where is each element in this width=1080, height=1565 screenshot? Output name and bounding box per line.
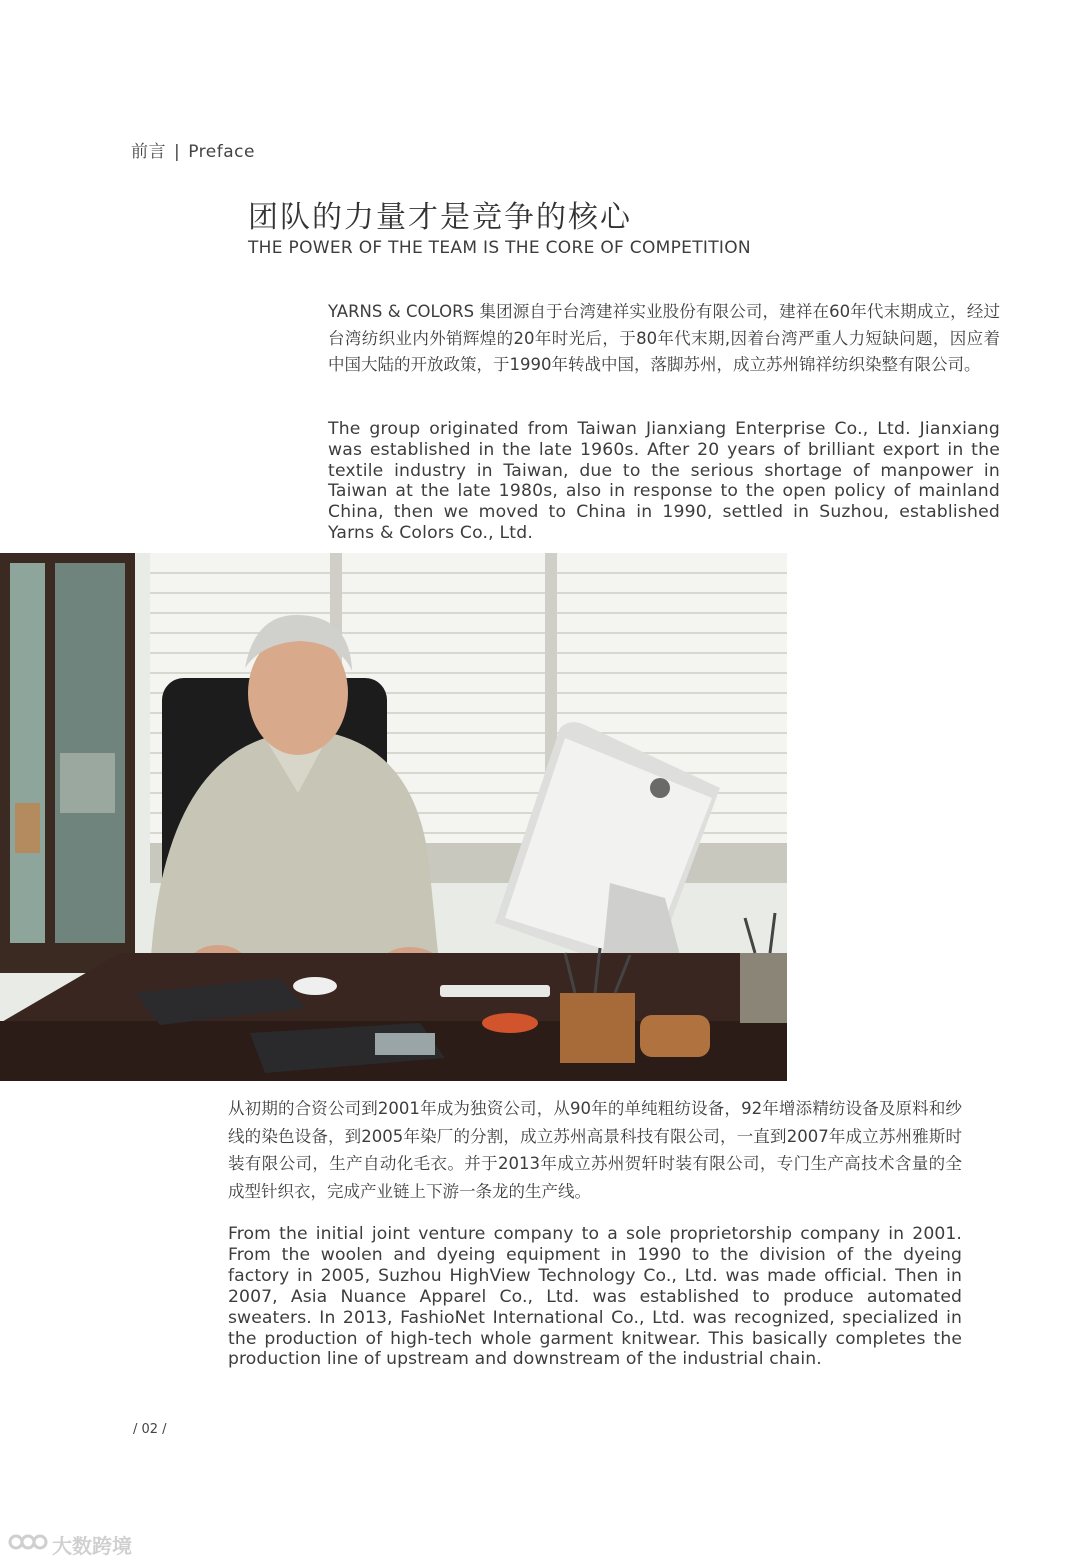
page-title-zh: 团队的力量才是竞争的核心 [248,200,632,235]
page-number: / 02 / [133,1422,167,1437]
office-photo [0,553,787,1081]
history-paragraph-zh: 从初期的合资公司到2001年成为独资公司，从90年的单纯粗纺设备，92年增添精纺设备及原料和纱线的染色设备，到2005年染厂的分割，成立苏州高景科技有限公司，一直到2007年成立苏州雅斯时装有限公司，生产自动化毛衣。并于2013年成立苏州贺轩时装有限公司，专门生产高技术含量的全成型针织衣，完成产业链上下游一条龙的生产线。 [228,1099,962,1201]
section-label-en: Preface [188,142,255,162]
watermark [8,1528,132,1560]
section-label [131,137,255,162]
history-paragraph-en: From the initial joint venture company to a sole proprietorship company in 2001. From the woolen and dyeing equipment in 1990 to the division of the dyeing factory in 2005, Suzhou HighView Technology Co., Ltd. was made official. Then in 2007, Asia Nuance Apparel Co., Ltd. was established to produce automated sweaters. In 2013, FashioNet International Co., Ltd. was recognized, specialized in the production of high-tech whole garment knitwear. This basically completes the production line of upstream and downstream of the industrial chain. [228,1224,962,1370]
intro-paragraph-zh: YARNS & COLORS 集团源自于台湾建祥实业股份有限公司，建祥在60年代末期成立，经过台湾纺织业内外销辉煌的20年时光后，于80年代末期,因着台湾严重人力短缺问题，因应着中国大陆的开放政策，于1990年转战中国，落脚苏州，成立苏州锦祥纺织染整有限公司。 [328,302,1000,375]
page-title-en: THE POWER OF THE TEAM IS THE CORE OF COMPETITION [248,238,751,258]
dashuju-logo-icon [8,1528,48,1560]
watermark-text: 大数跨境 [52,1533,132,1558]
section-label-zh: 前言 [131,142,166,162]
section-separator: | [174,142,181,162]
intro-paragraph-en: The group originated from Taiwan Jianxiang Enterprise Co., Ltd. Jianxiang was established in the late 1960s. After 20 years of brilliant export in the textile industry in Taiwan, due to the serious shortage of manpower in Taiwan at the late 1980s, also in response to the open policy of mainland China, then we moved to China in 1990, settled in Suzhou, established Yarns & Colors Co., Ltd. [328,419,1000,543]
